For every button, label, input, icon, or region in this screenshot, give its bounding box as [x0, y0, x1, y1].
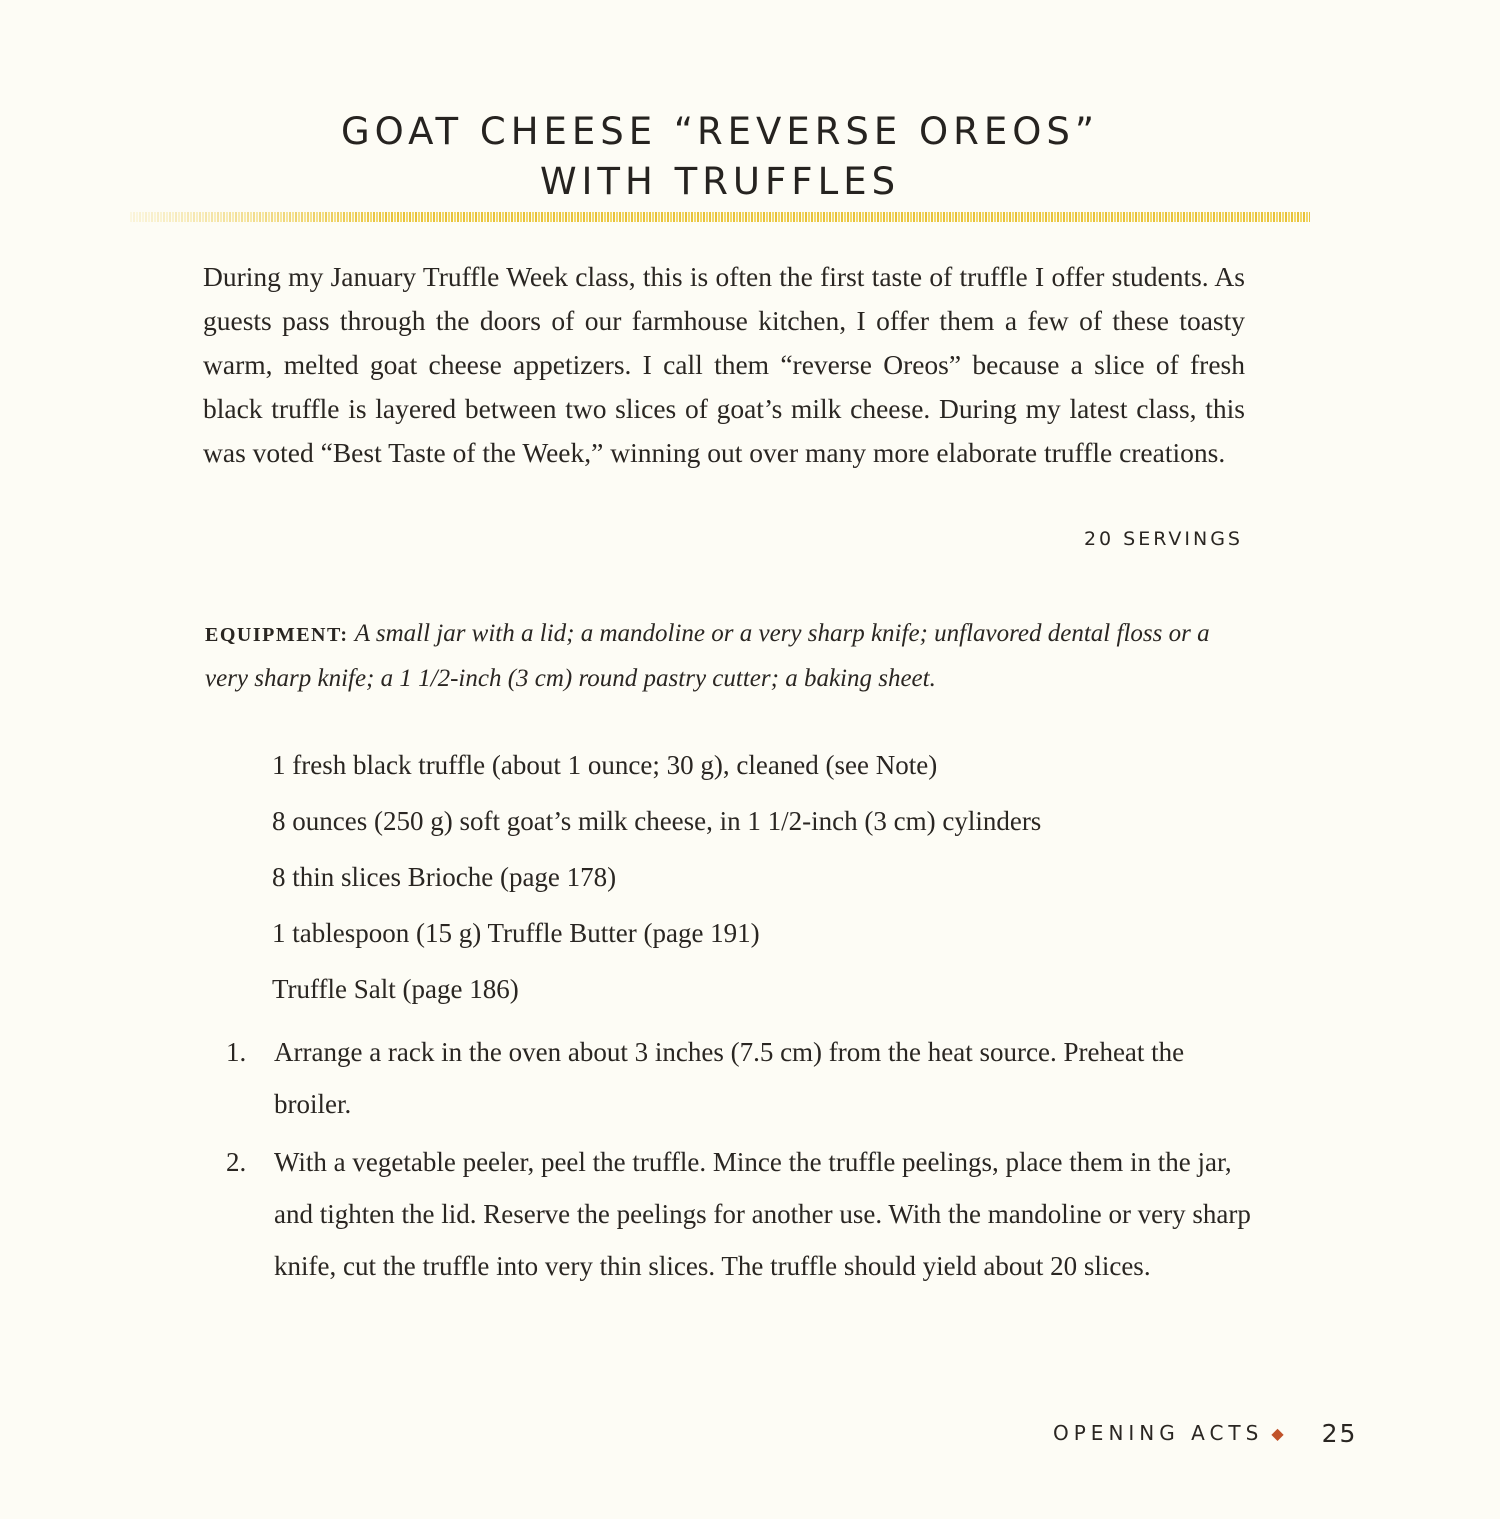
page-footer	[1053, 1418, 1357, 1448]
recipe-title-line-1: GOAT CHEESE “REVERSE OREOS”	[340, 110, 1100, 153]
decorative-rule-fade	[130, 212, 390, 222]
ingredient-item: 8 ounces (250 g) soft goat’s milk cheese, in 1 1/2-inch (3 cm) cylinders	[272, 806, 1042, 836]
equipment-label: EQUIPMENT:	[205, 624, 349, 646]
page-number: 25	[1321, 1418, 1358, 1448]
intro-paragraph: During my January Truffle Week class, this is often the first taste of truffle I offer students. As guests pass through the doors of our farmhouse kitchen, I offer them a few of these toasty warm, melted goat cheese appetizers. I call them “reverse Oreos” because a slice of fresh black truffle is layered between two slices of goat’s milk cheese. During my latest class, this was voted “Best Taste of the Week,” winning out over many more elaborate truffle creations.	[203, 261, 1245, 468]
ingredient-item: 8 thin slices Brioche (page 178)	[272, 862, 617, 892]
servings-count: 20 SERVINGS	[1083, 528, 1243, 550]
ingredient-list	[272, 743, 1041, 1023]
diamond-ornament-icon: ◆	[1271, 1423, 1284, 1443]
step-number: 1.	[226, 1037, 247, 1067]
method-steps	[226, 1026, 1256, 1298]
equipment-text: A small jar with a lid; a mandoline or a very sharp knife; unflavored dental floss or a very sharp knife; a 1 1/2-inch (3 cm) round pastry cutter; a baking sheet.	[205, 620, 1210, 692]
step-text: With a vegetable peeler, peel the truffle. Mince the truffle peelings, place them in the jar, and tighten the lid. Reserve the peelings for another use. With the mandoline or very sharp knife, cut the truffle into very thin slices. The truffle should yield about 20 slices.	[274, 1147, 1251, 1281]
recipe-title-line-2: WITH TRUFFLES	[539, 160, 901, 203]
method-step	[226, 1136, 1256, 1292]
ingredient-item: Truffle Salt (page 186)	[272, 974, 519, 1004]
method-step	[226, 1026, 1256, 1130]
ingredient-item: 1 fresh black truffle (about 1 ounce; 30 g), cleaned (see Note)	[272, 750, 938, 780]
step-text: Arrange a rack in the oven about 3 inches (7.5 cm) from the heat source. Preheat the broiler.	[274, 1037, 1185, 1119]
step-number: 2.	[226, 1147, 247, 1177]
equipment-paragraph	[205, 612, 1235, 701]
ingredient-item: 1 tablespoon (15 g) Truffle Butter (page 191)	[272, 918, 760, 948]
section-name: OPENING ACTS	[1053, 1421, 1264, 1445]
